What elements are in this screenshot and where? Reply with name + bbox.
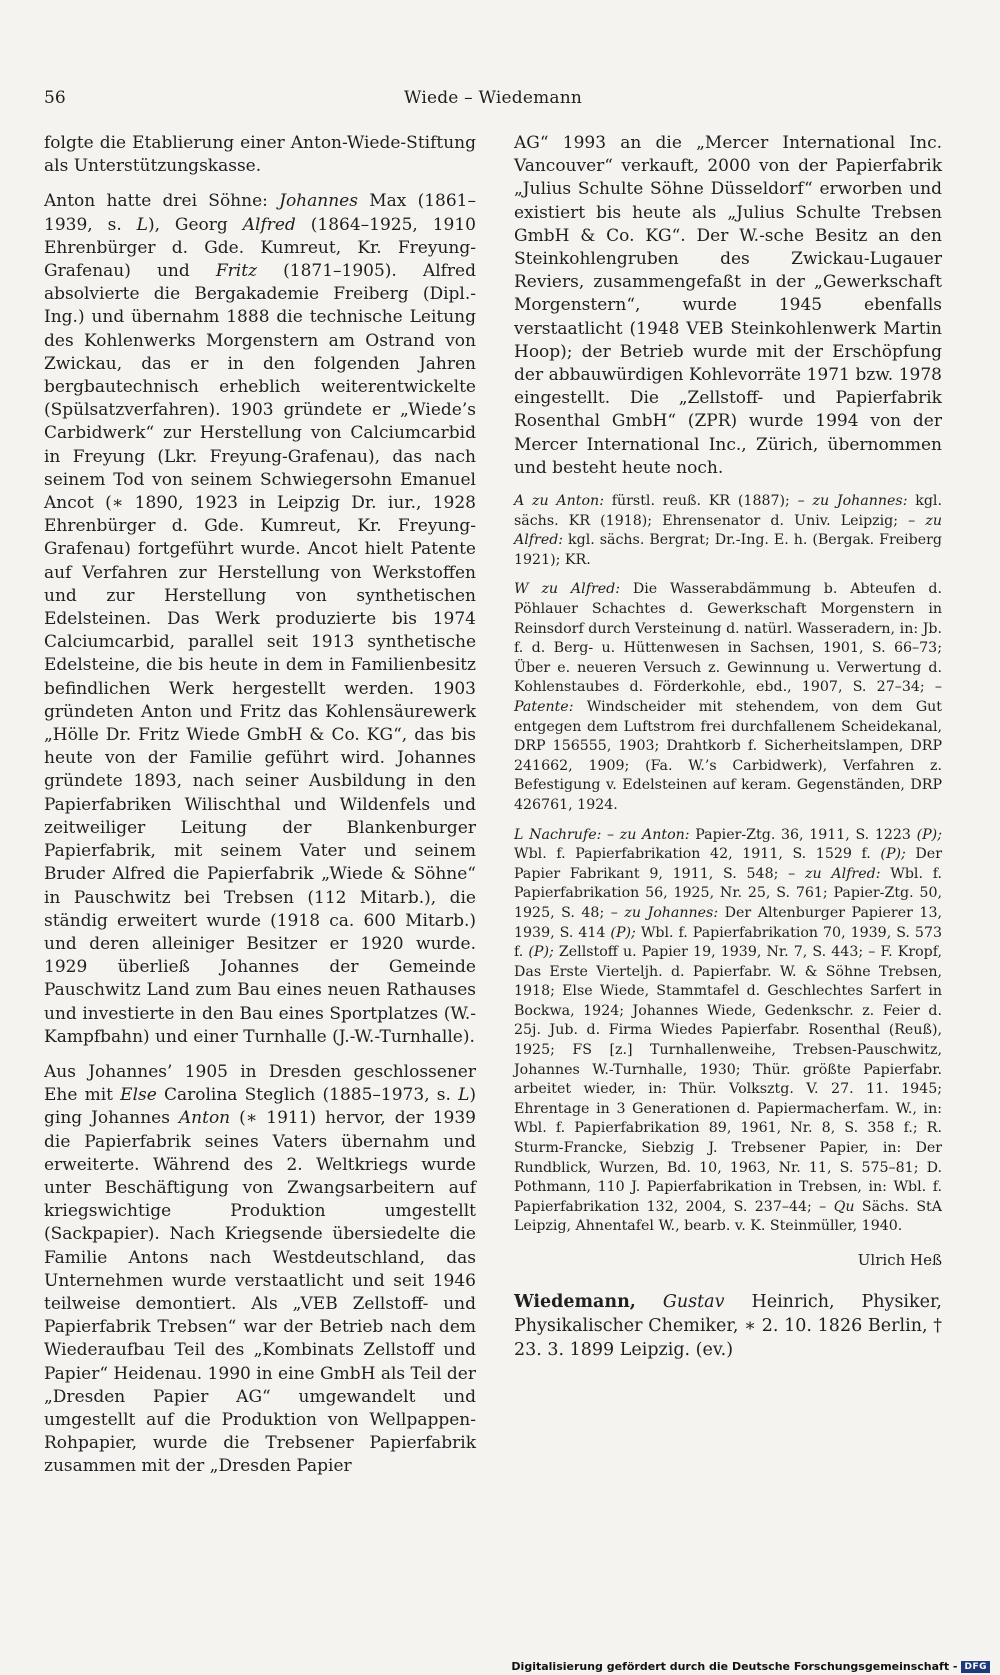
footer-text: Digitalisierung gefördert durch die Deutsche Forschungsgemeinschaft - [511, 1660, 958, 1673]
left-column [44, 132, 476, 1491]
paragraph: folgte die Etablierung einer Anton-Wiede-Stiftung als Unterstützungskasse. [44, 133, 476, 177]
works-section: W zu Alfred: Die Wasserabdämmung b. Abteufen d. Pöhlauer Schachtes d. Gewerkschaft Morgenstern in Reinsdorf durch Versteinung d. natürl. Wasseradern, in: Jb. f. d. Berg- u. Hüttenwesen in Sachsen, 1901, S. 66–73; Über e. neueren Versuch z. Gewinnung u. Verwertung d. Kohlenstaubes d. Förderkohle, ebd., 1907, S. 27–34; – Patente: Windscheider mit stehendem, von dem Gut entgegen dem Luftstrom frei durchfallenem Scheidekanal, DRP 156555, 1903; Drahtkorb f. Sicherheitslampen, DRP 241662, 1909; (Fa. W.’s Carbidwerk), Verfahren z. Befestigung v. Edelsteinen auf keram. Gegenständen, DRP 426761, 1924. [514, 581, 942, 813]
paragraph: Aus Johannes’ 1905 in Dresden geschlossener Ehe mit Else Carolina Steglich (1885–1973, s. L) ging Johannes Anton (∗ 1911) hervor, der 1939 die Papierfabrik seines Vaters übernahm und erweiterte. Während des 2. Weltkriegs wurde unter Beschäftigung von Zwangsarbeitern auf kriegswichtige Produktion umgestellt (Sackpapier). Nach Kriegsende übersiedelte die Familie Antons nach Westdeutschland, das Unternehmen wurde verstaatlicht und seit 1946 teilweise demontiert. Als „VEB Zellstoff- und Papierfabrik Trebsen“ war der Betrieb nach dem Wiederaufbau Teil des „Kombinats Zellstoff und Papier“ Heidenau. 1990 in eine GmbH als Teil der „Dresden Papier AG“ umgewandelt und umgestellt auf die Produktion von Wellpappen-Rohpapier, wurde die Trebsener Papierfabrik zusammen mit der „Dresden Papier [44, 1061, 476, 1477]
digitization-footer [511, 1660, 990, 1673]
next-entry-heading: Wiedemann, Gustav Heinrich, Physiker, Physikalischer Chemiker, ∗ 2. 10. 1826 Berlin, † 23. 3. 1899 Leipzig. (ev.) [514, 1292, 942, 1361]
paragraph: Anton hatte drei Söhne: Johannes Max (1861–1939, s. L), Georg Alfred (1864–1925, 1910 Ehrenbürger d. Gde. Kumreut, Kr. Freyung-Grafenau) und Fritz (1871–1905). Alfred absolvierte die Bergakademie Freiberg (Dipl.-Ing.) und übernahm 1888 die technische Leitung des Kohlenwerks Morgenstern am Ostrand von Zwickau, das er in den folgenden Jahren bergbautechnisch erheblich weiterentwickelte (Spülsatzverfahren). 1903 gründete er „Wiede’s Carbidwerk“ zur Herstellung von Calciumcarbid in Freyung (Lkr. Freyung-Grafenau), das nach seinem Tod von seinem Schwiegersohn Emanuel Ancot (∗ 1890, 1923 in Leipzig Dr. iur., 1928 Ehrenbürger d. Gde. Kumreut, Kr. Freyung-Grafenau) fortgeführt wurde. Ancot hielt Patente auf Verfahren zur Herstellung von Werkstoffen und zur Herstellung von synthetischen Edelsteinen. Das Werk produzierte bis 1974 Calciumcarbid, parallel seit 1913 synthetische Edelsteine, die bis heute in dem in Familienbesitz befindlichen Werk hergestellt werden. 1903 gründeten Anton und Fritz das Kohlensäurewerk „Hölle Dr. Fritz Wiede GmbH & Co. KG“, das bis heute von der Familie geführt wird. Johannes gründete 1893, nach seiner Ausbildung in den Papierfabriken Wilischthal und Wildenfels und zeitweiliger Leitung der Blankenburger Papierfabrik, mit seinem Vater und seinem Bruder Alfred die Papierfabrik „Wiede & Söhne“ in Pauschwitz bei Trebsen (112 Mitarb.), die ständig erweitert wurde (1918 ca. 600 Mitarb.) und deren alleiniger Besitzer er 1920 wurde. 1929 überließ Johannes der Gemeinde Pauschwitz Land zum Bau eines neuen Rathauses und investierte in den Bau eines Sportplatzes (W.-Kampfbahn) und einer Turnhalle (J.-W.-Turnhalle). [44, 191, 476, 1047]
awards-section: A zu Anton: fürstl. reuß. KR (1887); – zu Johannes: kgl. sächs. KR (1918); Ehrensenator d. Univ. Leipzig; – zu Alfred: kgl. sächs. Bergrat; Dr.-Ing. E. h. (Bergak. Freiberg 1921); KR. [514, 493, 942, 568]
paragraph: AG“ 1993 an die „Mercer International Inc. Vancouver“ verkauft, 2000 von der Papierfabrik „Julius Schulte Söhne Düsseldorf“ erworben und existiert bis heute als „Julius Schulte Trebsen GmbH & Co. KG“. Der W.-sche Besitz an den Steinkohlengruben des Zwickau-Lugauer Reviers, zusammengefaßt in der „Gewerkschaft Morgenstern“, wurde 1945 ebenfalls verstaatlicht (1948 VEB Steinkohlenwerk Martin Hoop); der Betrieb wurde mit der Erschöpfung der abbauwürdigen Kohlevorräte 1971 bzw. 1978 eingestellt. Die „Zellstoff- und Papierfabrik Rosenthal GmbH“ (ZPR) wurde 1994 von der Mercer International Inc., Zürich, übernommen und besteht heute noch. [514, 133, 942, 478]
right-column [514, 132, 942, 1374]
page-number: 56 [44, 88, 66, 108]
literature-section: L Nachrufe: – zu Anton: Papier-Ztg. 36, 1911, S. 1223 (P); Wbl. f. Papierfabrikation 42, 1911, S. 1529 f. (P); Der Papier Fabrikant 9, 1911, S. 548; – zu Alfred: Wbl. f. Papierfabrikation 56, 1925, Nr. 25, S. 761; Papier-Ztg. 50, 1925, S. 48; – zu Johannes: Der Altenburger Papierer 13, 1939, S. 414 (P); Wbl. f. Papierfabrikation 70, 1939, S. 573 f. (P); Zellstoff u. Papier 19, 1939, Nr. 7, S. 443; – F. Kropf, Das Erste Vierteljh. d. Papierfabr. W. & Söhne Trebsen, 1918; Else Wiede, Stammtafel d. Geschlechtes Sarfert in Bockwa, 1924; Johannes Wiede, Gedenkschr. z. Feier d. 25j. Jub. d. Firma Wiedes Papierfabr. Rosenthal (Reuß), 1925; FS [z.] Turnhallenweihe, Trebsen-Pauschwitz, Johannes W.-Turnhalle, 1930; Thür. größte Papierfabr. arbeitet wieder, in: Thür. Volksztg. V. 27. 11. 1945; Ehrentage in 3 Generationen d. Papiermacherfam. W., in: Wbl. f. Papierfabrikation 89, 1961, Nr. 8, S. 358 f.; R. Sturm-Francke, Siebzig J. Trebsener Papier, in: Der Rundblick, Wurzen, Bd. 10, 1963, Nr. 11, S. 575–81; D. Pothmann, 110 J. Papierfabrikation in Trebsen, in: Wbl. f. Papierfabrikation 132, 2004, S. 237–44; – Qu Sächs. StA Leipzig, Ahnentafel W., bearb. v. K. Steinmüller, 1940. [514, 826, 943, 1235]
running-head: Wiede – Wiedemann [403, 88, 583, 108]
page-header [44, 88, 942, 116]
author-signature: Ulrich Heß [857, 1251, 942, 1270]
dfg-logo: DFG [961, 1661, 990, 1673]
